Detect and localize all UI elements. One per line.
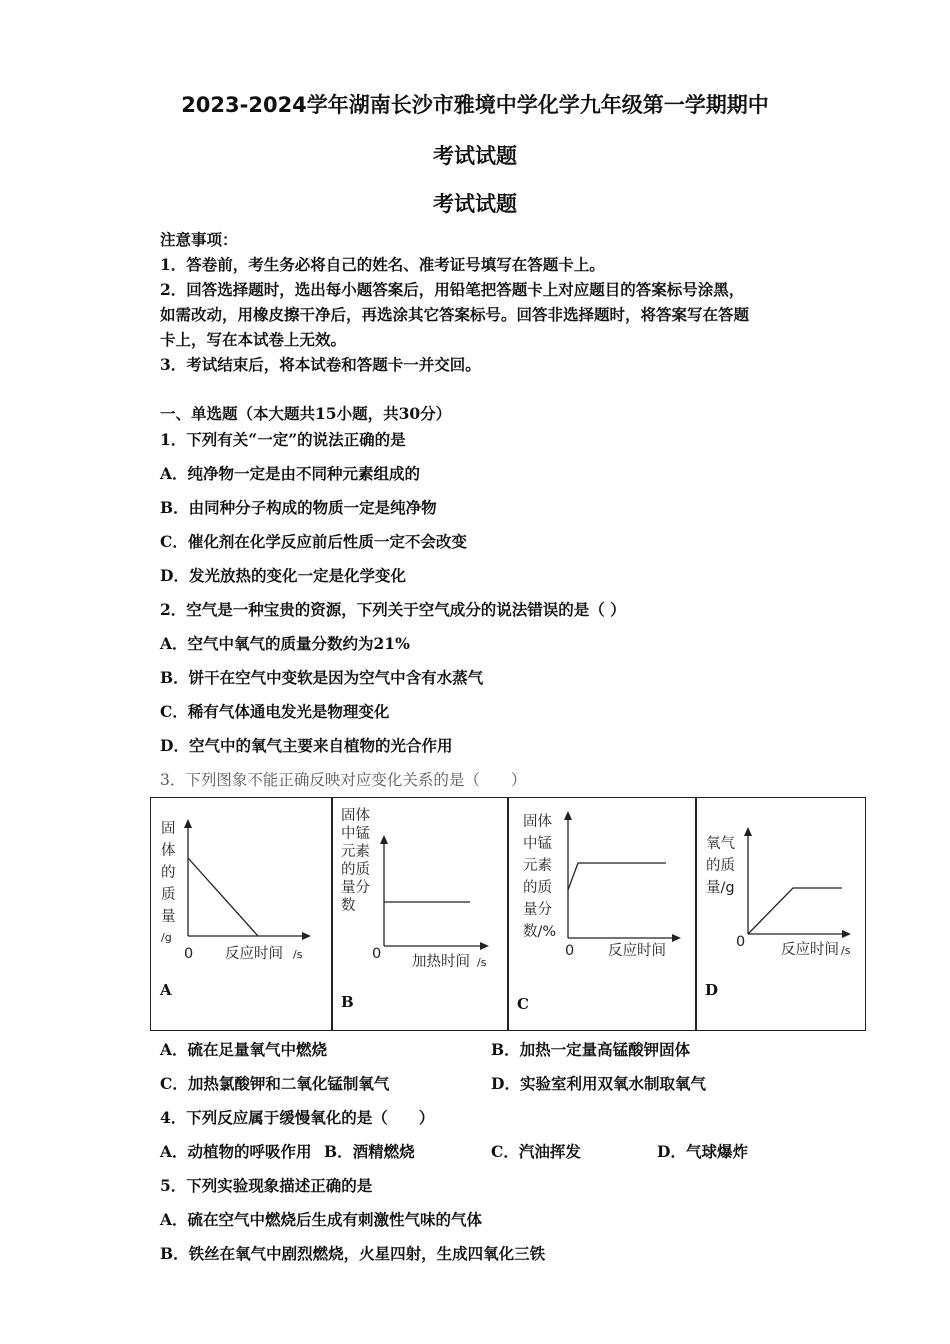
svg-text:中锰: 中锰 bbox=[523, 836, 552, 852]
arrow-icon bbox=[380, 835, 388, 844]
svg-text:量: 量 bbox=[161, 909, 176, 925]
svg-text:量分: 量分 bbox=[341, 880, 370, 896]
notice-item-1: 1．答卷前，考生务必将自己的姓名、准考证号填写在答题卡上。 bbox=[160, 255, 605, 274]
q3-stem: 3．下列图象不能正确反映对应变化关系的是（ ） bbox=[160, 771, 527, 789]
notice-item-2c: 卡上，写在本试卷上无效。 bbox=[160, 330, 347, 349]
graph-c bbox=[508, 798, 695, 1030]
svg-text:量分: 量分 bbox=[523, 902, 552, 918]
q3-option-d: D．实验室利用双氧水制取氧气 bbox=[491, 1074, 706, 1093]
q2-option-c: C．稀有气体通电发光是物理变化 bbox=[160, 702, 390, 721]
page-title-line3: 考试试题 bbox=[433, 192, 517, 216]
arrow-icon bbox=[480, 942, 489, 950]
svg-text:/g: /g bbox=[161, 931, 172, 944]
svg-text:数/%: 数/% bbox=[523, 924, 557, 940]
graph-d bbox=[696, 798, 866, 1030]
page-title-line2: 考试试题 bbox=[433, 144, 517, 168]
arrow-icon bbox=[842, 930, 851, 938]
section-heading: 一、单选题（本大题共15小题，共30分） bbox=[160, 404, 452, 423]
page-title-line1: 2023-2024学年湖南长沙市雅境中学化学九年级第一学期期中 bbox=[181, 93, 769, 117]
graph-c-origin: 0 bbox=[565, 943, 575, 959]
q2-option-b: B．饼干在空气中变软是因为空气中含有水蒸气 bbox=[160, 668, 484, 687]
graph-b-y-label bbox=[341, 807, 370, 914]
notice-item-3: 3．考试结束后，将本试卷和答题卡一并交回。 bbox=[160, 355, 481, 374]
svg-text:体: 体 bbox=[161, 843, 176, 859]
q1-option-a: A．纯净物一定是由不同种元素组成的 bbox=[160, 464, 421, 483]
graph-c-y-label bbox=[523, 813, 556, 940]
graph-d-x-unit: /s bbox=[841, 944, 851, 957]
graph-b-x-unit: /s bbox=[477, 956, 487, 969]
q4-option-c: C．汽油挥发 bbox=[491, 1142, 581, 1161]
arrow-icon bbox=[564, 811, 572, 820]
graph-a-x-label: 反应时间 bbox=[225, 946, 283, 962]
q5-option-b: B．铁丝在氧气中剧烈燃烧，火星四射，生成四氧化三铁 bbox=[160, 1244, 546, 1263]
q4-stem: 4．下列反应属于缓慢氧化的是（ ） bbox=[160, 1108, 435, 1127]
q3-option-b: B．加热一定量高锰酸钾固体 bbox=[491, 1040, 691, 1059]
q4-option-b: B．酒精燃烧 bbox=[324, 1142, 415, 1161]
graph-d-curve bbox=[748, 888, 842, 934]
notice-heading: 注意事项： bbox=[160, 230, 238, 249]
graph-a-origin: 0 bbox=[184, 946, 194, 962]
graph-d-origin: 0 bbox=[736, 934, 746, 950]
arrow-icon bbox=[302, 932, 311, 940]
svg-text:的质: 的质 bbox=[706, 858, 735, 874]
arrow-icon bbox=[744, 827, 752, 836]
graph-a-curve bbox=[188, 858, 258, 936]
graph-c-tag: C bbox=[517, 995, 529, 1013]
graph-b bbox=[332, 798, 507, 1030]
graph-a bbox=[151, 798, 331, 1030]
graph-a-tag: A bbox=[160, 981, 172, 999]
q3-graph-table bbox=[150, 797, 866, 1031]
svg-text:质: 质 bbox=[161, 887, 176, 903]
svg-text:量/g: 量/g bbox=[706, 880, 735, 896]
graph-c-curve bbox=[568, 863, 666, 890]
q4-option-d: D．气球爆炸 bbox=[657, 1142, 748, 1161]
q5-stem: 5．下列实验现象描述正确的是 bbox=[160, 1176, 373, 1195]
svg-text:元素: 元素 bbox=[341, 844, 370, 860]
svg-text:的质: 的质 bbox=[341, 862, 370, 878]
svg-text:固体: 固体 bbox=[341, 808, 370, 824]
svg-text:氧气: 氧气 bbox=[706, 836, 735, 852]
q4-option-a: A．动植物的呼吸作用 bbox=[160, 1142, 312, 1161]
graph-a-x-unit: /s bbox=[293, 948, 303, 961]
graph-c-x-label: 反应时间 bbox=[608, 943, 666, 959]
svg-text:固: 固 bbox=[161, 821, 176, 837]
q1-option-c: C．催化剂在化学反应前后性质一定不会改变 bbox=[160, 532, 467, 551]
arrow-icon bbox=[184, 819, 192, 828]
arrow-icon bbox=[672, 934, 681, 942]
svg-text:数: 数 bbox=[341, 898, 356, 914]
notice-item-2a: 2．回答选择题时，选出每小题答案后，用铅笔把答题卡上对应题目的答案标号涂黑， bbox=[160, 280, 745, 299]
q3-option-a: A．硫在足量氧气中燃烧 bbox=[160, 1040, 328, 1059]
q2-option-a: A．空气中氧气的质量分数约为21% bbox=[160, 634, 410, 653]
graph-a-y-label bbox=[161, 820, 176, 944]
q1-option-b: B．由同种分子构成的物质一定是纯净物 bbox=[160, 498, 437, 517]
graph-b-tag: B bbox=[341, 993, 354, 1011]
q2-stem: 2．空气是一种宝贵的资源，下列关于空气成分的说法错误的是（ ） bbox=[160, 600, 626, 619]
svg-text:中锰: 中锰 bbox=[341, 826, 370, 842]
notice-item-2b: 如需改动，用橡皮擦干净后，再选涂其它答案标号。回答非选择题时，将答案写在答题 bbox=[160, 305, 750, 324]
graph-b-x-label: 加热时间 bbox=[412, 954, 470, 970]
q3-option-c: C．加热氯酸钾和二氧化锰制氧气 bbox=[160, 1074, 390, 1093]
graph-d-tag: D bbox=[705, 981, 719, 999]
graph-d-y-label bbox=[706, 835, 735, 896]
q1-stem: 1．下列有关“一定”的说法正确的是 bbox=[160, 430, 406, 449]
svg-text:元素: 元素 bbox=[523, 858, 552, 874]
q5-option-a: A．硫在空气中燃烧后生成有刺激性气味的气体 bbox=[160, 1210, 483, 1229]
svg-text:的: 的 bbox=[161, 865, 176, 881]
q2-option-d: D．空气中的氧气主要来自植物的光合作用 bbox=[160, 736, 453, 755]
q1-option-d: D．发光放热的变化一定是化学变化 bbox=[160, 566, 406, 585]
graph-d-x-label: 反应时间 bbox=[781, 942, 839, 958]
svg-text:固体: 固体 bbox=[523, 814, 552, 830]
graph-b-origin: 0 bbox=[372, 946, 382, 962]
svg-text:的质: 的质 bbox=[523, 880, 552, 896]
